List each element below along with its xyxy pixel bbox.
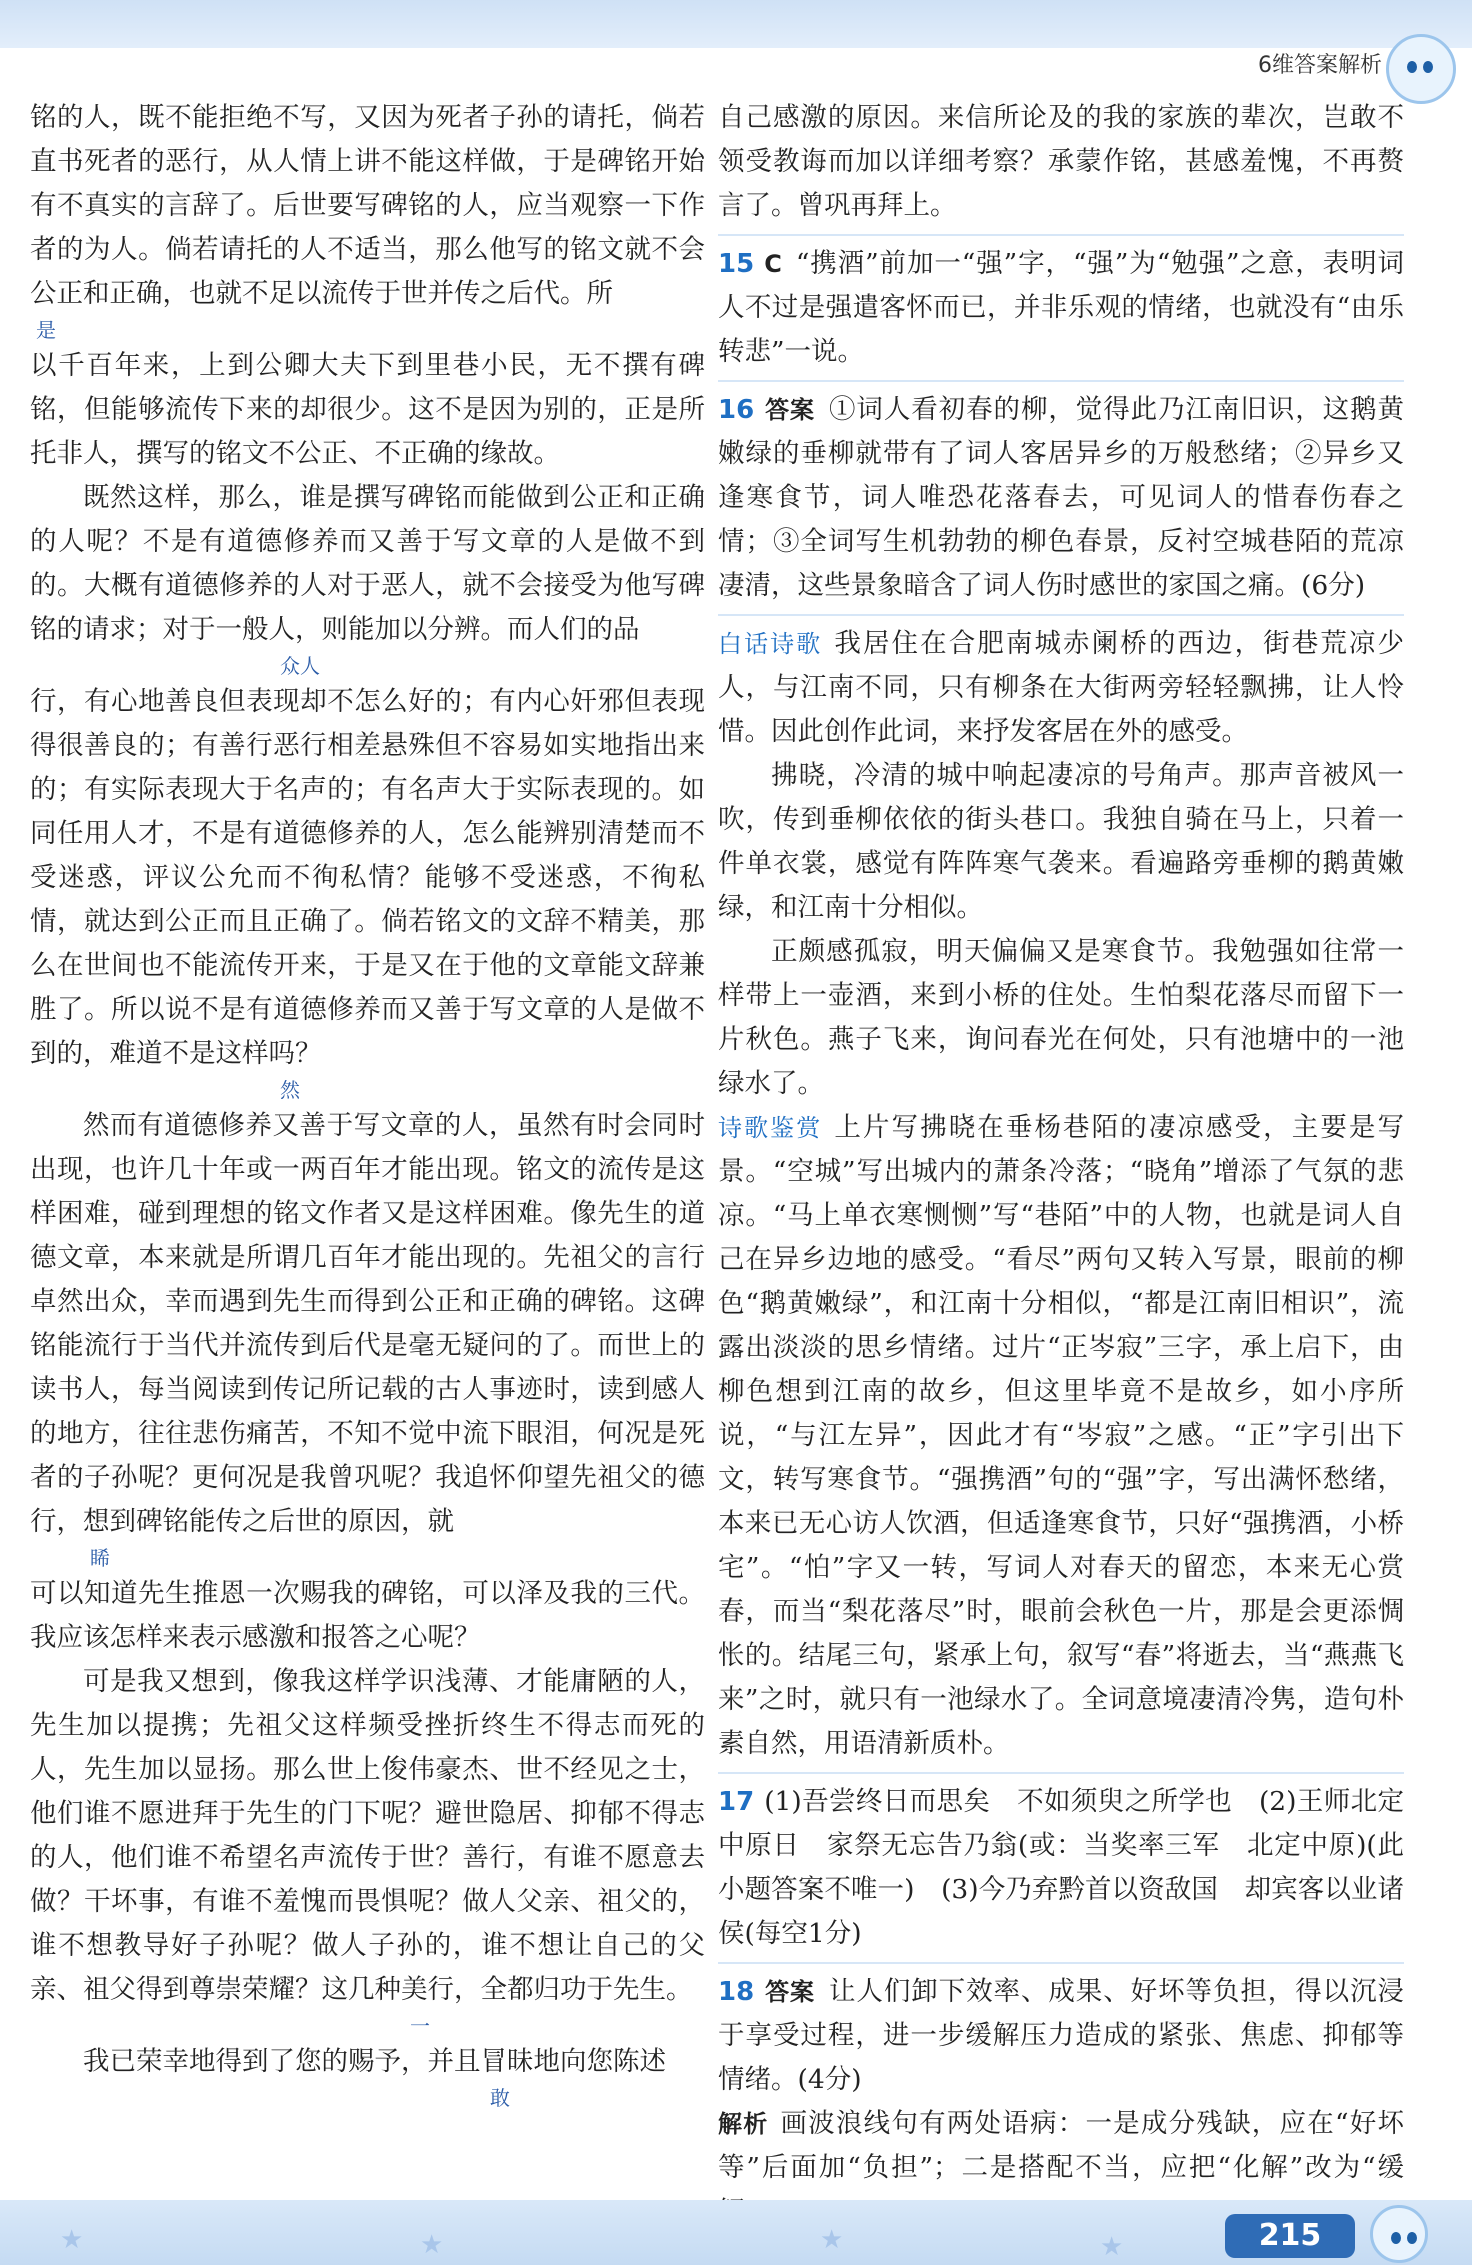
mascot-icon xyxy=(1370,2205,1428,2263)
left-paragraph-3: 既然这样，那么，谁是撰写碑铭而能做到公正和正确的人呢？不是有道德修养而又善于写文章的人是做不到的。大概有道德修养的人对于恶人，就不会接受为他写碑铭的请求；对于一般人，则能加以分辨。而人们的品 xyxy=(30,482,705,645)
star-icon: ★ xyxy=(420,2230,444,2260)
vernacular-translation xyxy=(718,622,1404,754)
gloss-note: 众人 xyxy=(280,654,320,678)
answer-label: 答案 xyxy=(764,1978,815,2006)
right-paragraph-1: 自己感激的原因。来信所论及的我的家族的辈次，岂敢不领受教诲而加以详细考察？承蒙作铭，甚感羞愧，不再赘言了。曾巩再拜上。 xyxy=(718,102,1404,221)
left-column xyxy=(30,96,705,2112)
answer-choice: C xyxy=(764,250,782,278)
left-paragraph-2: 以千百年来，上到公卿大夫下到里巷小民，无不撰有碑铭，但能够流传下来的却很少。这不是因为别的，正是所托非人，撰写的铭文不公正、不正确的缘故。 xyxy=(30,350,705,469)
divider xyxy=(718,614,1404,616)
left-paragraph-6: 可以知道先生推恩一次赐我的碑铭，可以泽及我的三代。我应该怎样来表示感激和报答之心呢？ xyxy=(30,1578,705,1653)
question-number: 16 xyxy=(718,395,755,425)
question-16 xyxy=(718,388,1404,608)
mascot-icon xyxy=(1386,34,1456,104)
question-17 xyxy=(718,1780,1404,1956)
left-paragraph-4: 行，有心地善良但表现却不怎么好的；有内心奸邪但表现得很善良的；有善行恶行相差悬殊但不容易如实地指出来的；有实际表现大于名声的；有名声大于实际表现的。如同任用人才，不是有道德修养的人，怎么能辨别清楚而不受迷惑，评议公允而不徇私情？能够不受迷惑，不徇私情，就达到公正而且正确了。倘若铭文的文辞不精美，那么在世间也不能流传开来，于是又在于他的文章能文辞兼胜了。所以说不是有道德修养而又善于写文章的人是做不到的，难道不是这样吗？ xyxy=(30,686,705,1069)
header-title: 6维答案解析 xyxy=(1258,53,1382,78)
gloss-note: 睎 xyxy=(90,1546,110,1570)
left-paragraph-5: 然而有道德修养又善于写文章的人，虽然有时会同时出现，也许几十年或一两百年才能出现。铭文的流传是这样困难，碰到理想的铭文作者又是这样困难。像先生的道德文章，本来就是所谓几百年才能出现的。先祖父的言行卓然出众，幸而遇到先生而得到公正和正确的碑铭。这碑铭能流行于当代并流传到后代是毫无疑问的了。而世上的读书人，每当阅读到传记所记载的古人事迹时，读到感人的地方，往往悲伤痛苦，不知不觉中流下眼泪，何况是死者的子孙呢？更何况是我曾巩呢？我追怀仰望先祖父的德行，想到碑铭能传之后世的原因，就 xyxy=(30,1110,705,1537)
divider xyxy=(718,380,1404,382)
question-text: 让人们卸下效率、成果、好坏等负担，得以沉浸于享受过程，进一步缓解压力造成的紧张、焦虑、抑郁等情绪。(4分) xyxy=(718,1976,1405,2095)
question-number: 15 xyxy=(718,249,755,279)
question-text: (1)吾尝终日而思矣 不如须臾之所学也 (2)王师北定中原日 家祭无忘告乃翁(或：当奖率三军 北定中原)(此小题答案不唯一) (3)今乃弃黔首以资敌国 却宾客以业诸侯(每空1分) xyxy=(718,1786,1404,1949)
left-paragraph-7: 可是我又想到，像我这样学识浅薄、才能庸陋的人，先生加以提携；先祖父这样频受挫折终生不得志而死的人，先生加以显扬。那么世上俊伟豪杰、世不经见之士，他们谁不愿进拜于先生的门下呢？避世隐居、抑郁不得志的人，他们谁不希望名声流传于世？善行，有谁不愿意去做？干坏事，有谁不羞愧而畏惧呢？做人父亲、祖父的，谁不想教导好子孙呢？做人子孙的，谁不想让自己的父亲、祖父得到尊崇荣耀？这几种美行，全都归功于先生。 xyxy=(30,1666,705,2005)
gloss-note: 是 xyxy=(36,318,56,342)
star-icon: ★ xyxy=(60,2225,84,2255)
section-tag: 白话诗歌 xyxy=(718,630,823,658)
divider xyxy=(718,234,1404,236)
left-paragraph-1: 铭的人，既不能拒绝不写，又因为死者子孙的请托，倘若直书死者的恶行，从人情上讲不能这样做，于是碑铭开始有不真实的言辞了。后世要写碑铭的人，应当观察一下作者的为人。倘若请托的人不适当，那么他写的铭文就不会公正和正确，也就不足以流传于世并传之后代。所 xyxy=(30,102,705,309)
analysis-label: 解析 xyxy=(718,2110,769,2138)
star-icon: ★ xyxy=(1100,2232,1124,2262)
translation-text: 我居住在合肥南城赤阑桥的西边，街巷荒凉少人，与江南不同，只有柳条在大街两旁轻轻飘拂，让人怜惜。因此创作此词，来抒发客居在外的感受。 xyxy=(718,628,1405,747)
question-number: 17 xyxy=(718,1787,755,1817)
question-number: 18 xyxy=(718,1977,755,2007)
translation-paragraph: 拂晓，冷清的城中响起凄凉的号角声。那声音被风一吹，传到垂柳依依的街头巷口。我独自骑在马上，只着一件单衣裳，感觉有阵阵寒气袭来。看遍路旁垂柳的鹅黄嫩绿，和江南十分相似。 xyxy=(718,760,1404,923)
answer-label: 答案 xyxy=(764,396,815,424)
appreciation-text: 上片写拂晓在垂杨巷陌的凄凉感受，主要是写景。“空城”写出城内的萧条冷落；“晓角”增添了气氛的悲凉。“马上单衣寒恻恻”写“巷陌”中的人物，也就是词人自己在异乡边地的感受。“看尽”两句又转入写景，眼前的柳色“鹅黄嫩绿”，和江南十分相似，“都是江南旧相识”，流露出淡淡的思乡情绪。过片“正岑寂”三字，承上启下，由柳色想到江南的故乡，但这里毕竟不是故乡，如小序所说，“与江左异”，因此才有“岑寂”之感。“正”字引出下文，转写寒食节。“强携酒”句的“强”字，写出满怀愁绪，本来已无心访人饮酒，但适逢寒食节，只好“强携酒，小桥宅”。“怕”字又一转，写词人对春天的留恋，本来无心赏春，而当“梨花落尽”时，眼前会秋色一片，那是会更添惆怅的。结尾三句，紧承上句，叙写“春”将逝去，当“燕燕飞来”之时，就只有一池绿水了。全词意境凄清冷隽，造句朴素自然，用语清新质朴。 xyxy=(718,1112,1405,1759)
translation-paragraph: 正颇感孤寂，明天偏偏又是寒食节。我勉强如往常一样带上一壶酒，来到小桥的住处。生怕梨花落尽而留下一片秋色。燕子飞来，询问春光在何处，只有池塘中的一池绿水了。 xyxy=(718,936,1404,1099)
star-icon: ★ xyxy=(820,2225,844,2255)
gloss-note: 敢 xyxy=(490,2086,510,2110)
question-15 xyxy=(718,242,1404,374)
poem-appreciation xyxy=(718,1106,1404,1766)
question-18 xyxy=(718,1970,1404,2102)
page-header xyxy=(1212,38,1472,90)
divider xyxy=(718,1772,1404,1774)
divider xyxy=(718,1962,1404,1964)
question-text: “携酒”前加一“强”字，“强”为“勉强”之意，表明词人不过是强遣客怀而已，并非乐观的情绪，也就没有“由乐转悲”一说。 xyxy=(718,248,1404,367)
gloss-note: 然 xyxy=(280,1078,300,1102)
right-column xyxy=(718,96,1404,2234)
question-text: ①词人看初春的柳，觉得此乃江南旧识，这鹅黄嫩绿的垂柳就带有了词人客居异乡的万般愁绪；②异乡又逢寒食节，词人唯恐花落春去，可见词人的惜春伤春之情；③全词写生机勃勃的柳色春景，反衬空城巷陌的荒凉凄清，这些景象暗含了词人伤时感世的家国之痛。(6分) xyxy=(718,394,1405,601)
section-tag: 诗歌鉴赏 xyxy=(718,1114,823,1142)
gloss-note: 一 xyxy=(410,2014,430,2038)
page-number: 215 xyxy=(1258,2218,1322,2253)
analysis-text: 画波浪线句有两处语病：一是成分残缺，应在“好坏等”后面加“负担”；二是搭配不当，应把“化解”改为“缓 xyxy=(718,2108,1404,2183)
left-paragraph-8: 我已荣幸地得到了您的赐予，并且冒昧地向您陈述 xyxy=(83,2046,666,2077)
